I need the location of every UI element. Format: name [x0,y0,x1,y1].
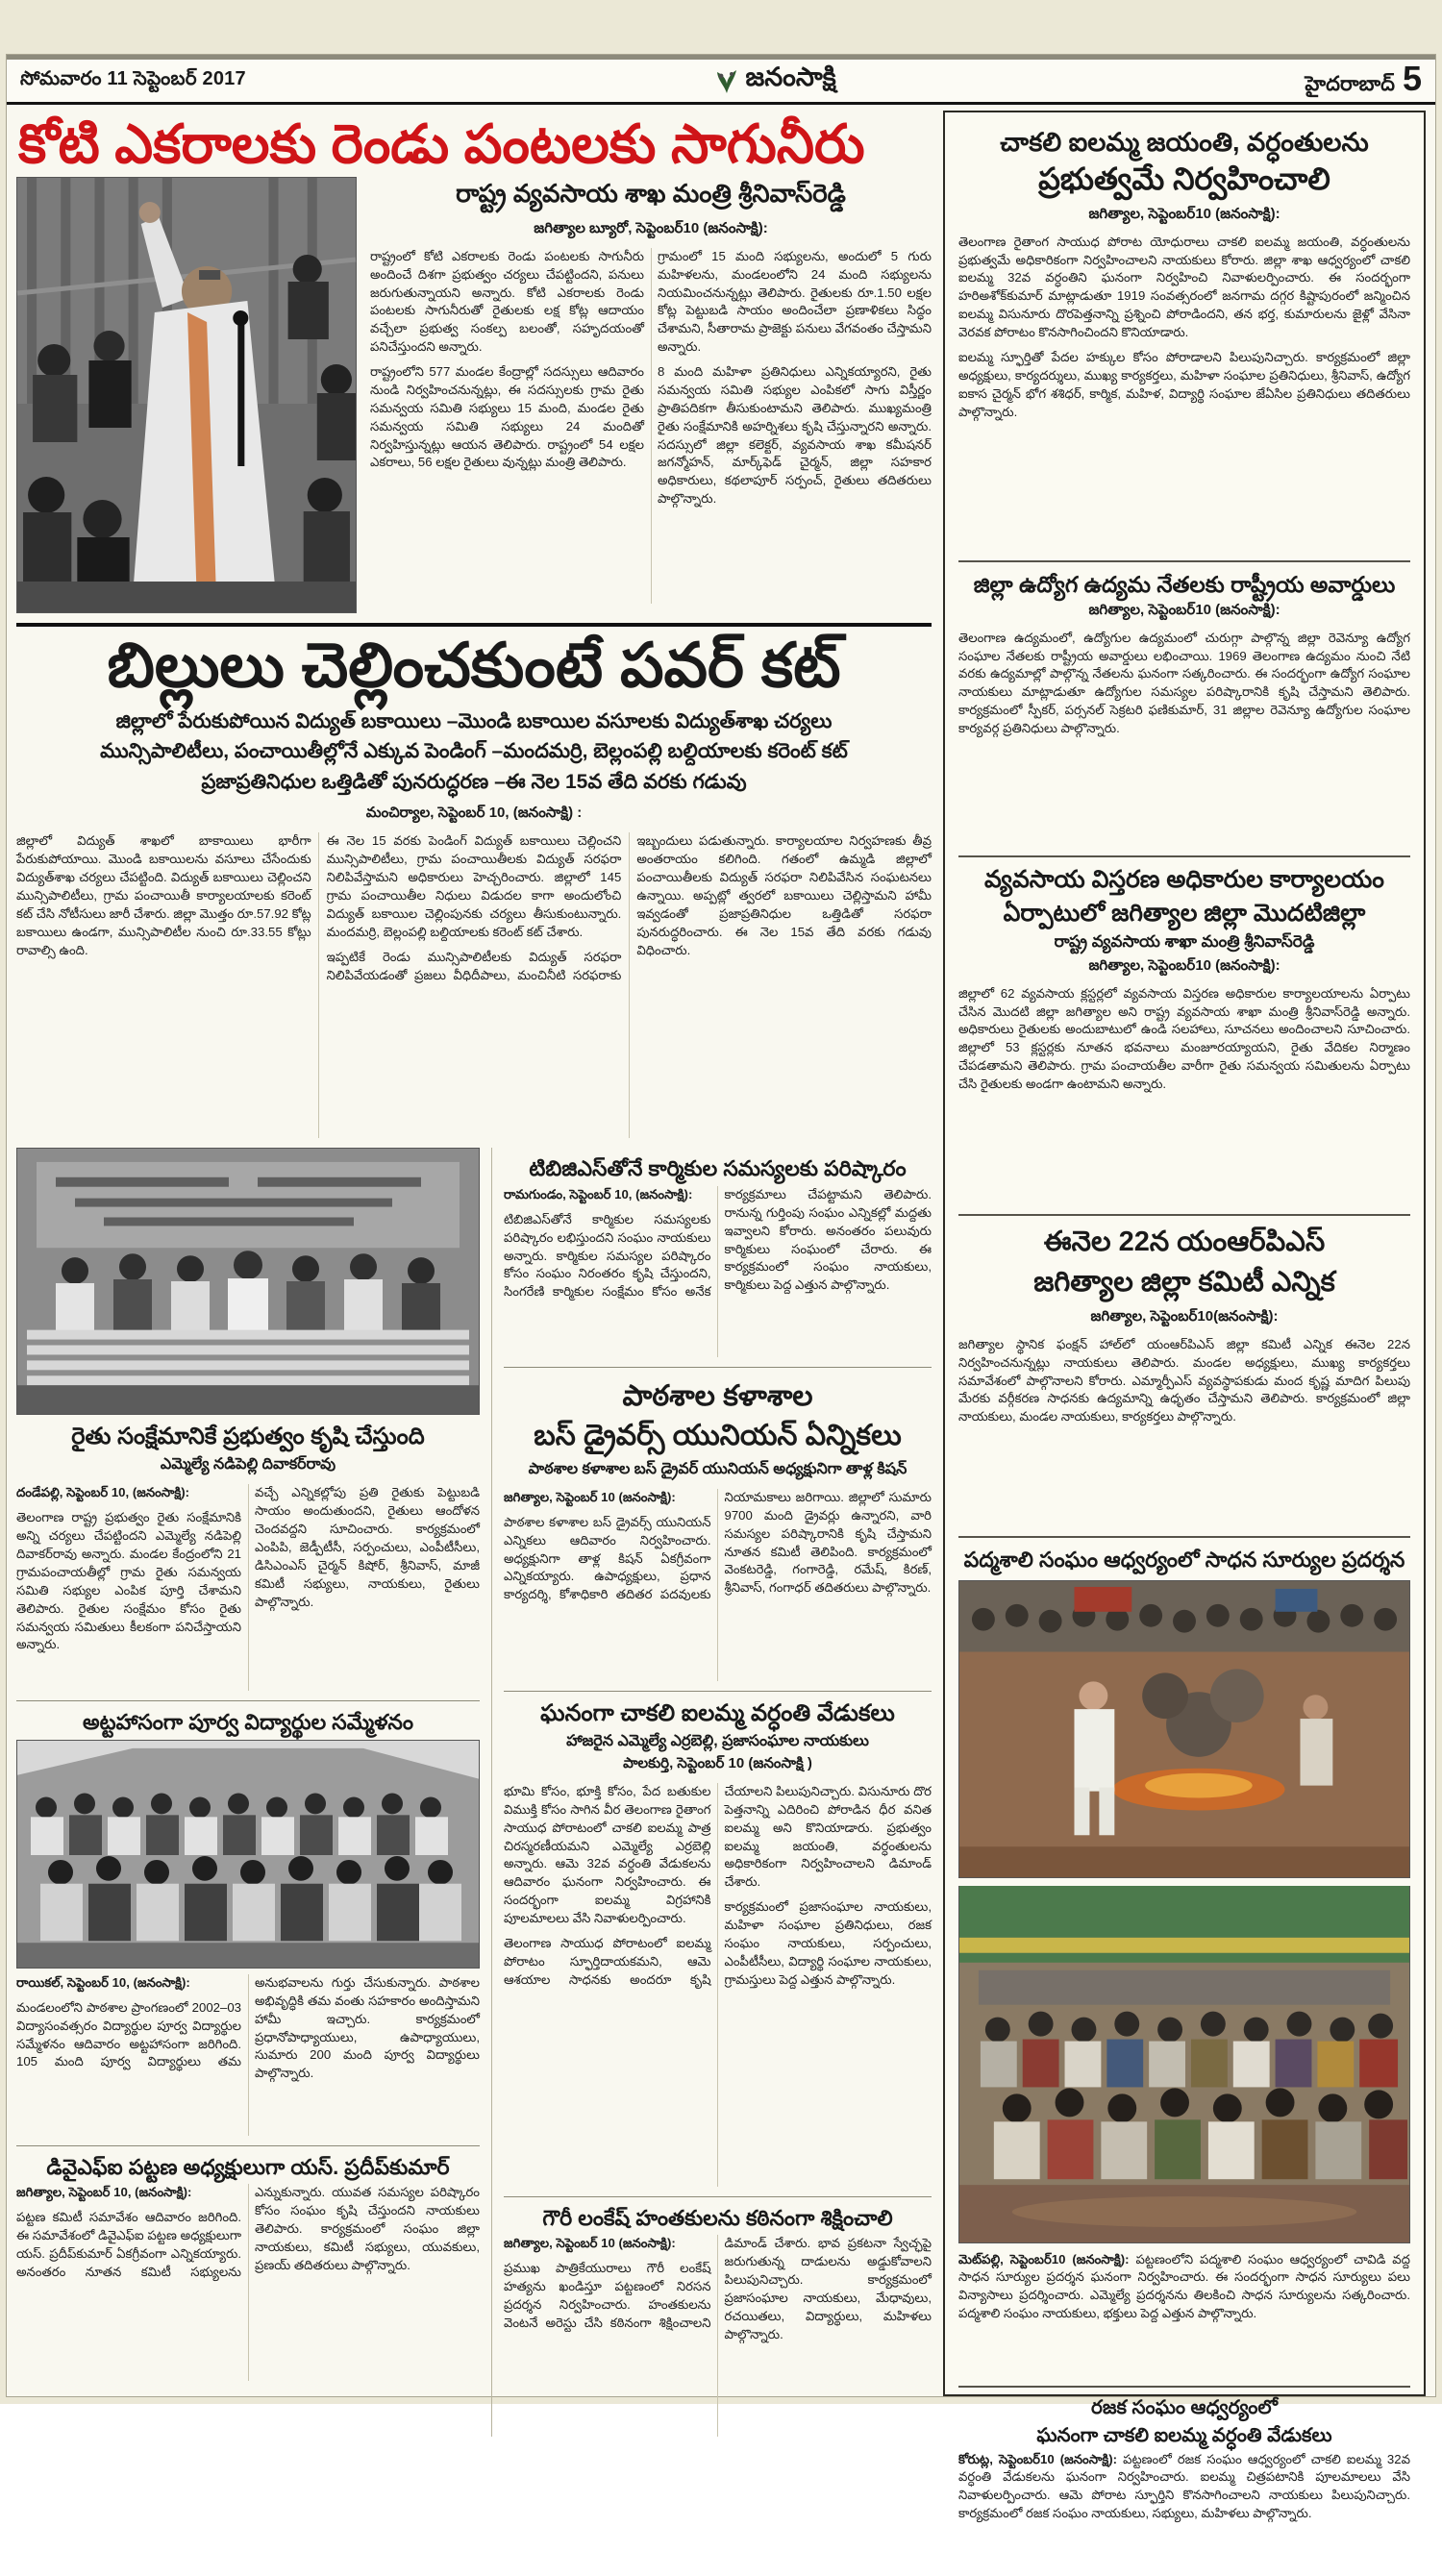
awards-body [958,630,1410,846]
dateline: దండేపల్లి, సెప్టెంబర్ 10, (జనంసాక్షి): [16,1485,190,1500]
gauri-body [504,2235,932,2437]
minister-speech-photo [16,177,357,613]
paragraph: మండలంలోని పాఠశాల ప్రాంగణంలో 2002–03 విద్యాసంవత్సరం విద్యార్థుల పూర్వ విద్యార్థుల సమ్మేళనం ఆదివారం అట్టహాసంగా జరిగింది. 105 మంది పూర్వ విద్యార్థులు తమ అనుభవాలను గుర్తు చేసుకున్నారు. పాఠశాల అభివృద్ధికి తమ వంతు సహకారం అందిస్తామని హామీ ఇచ్చారు. కార్యక్రమంలో ప్రధానోపాధ్యాయులు, ఉపాధ్యాయులు, సుమారు 200 మంది పూర్వ విద్యార్థులు పాల్గొన్నారు. [16,1974,480,2081]
irrigation-headline: కోటి ఎకరాలకు రెండు పంటలకు సాగునీరు [18,113,865,174]
ailamma-vardhanthi-body [504,1783,932,2187]
dateline: మెట్‌పల్లి, సెప్టెంబర్10 (జనంసాక్షి): [958,2251,1130,2266]
irrigation-dateline: జగిత్యాల బ్యూరో, సెప్టెంబర్10 (జనంసాక్షి): [534,219,768,236]
ailamma-govt-body [958,234,1410,551]
paragraph: పాఠశాల కళాశాల బస్ డ్రైవర్స్ యునియన్ ఎన్నికలు ఆదివారం నిర్వహించారు. అధ్యక్షునిగా తాళ్ల కిషన్ ఏకగ్రీవంగా ఎన్నికయ్యారు. ఉపాధ్యక్షులు, ప్రధాన కార్యదర్శి, కోశాధికారి తదితర పదవులకు నియామకాలు జరిగాయి. జిల్లాలో సుమారు 9700 మంది డ్రైవర్లు ఉన్నారని, వారి సమస్యల పరిష్కారానికి కృషి చేస్తామని నూతన కమిటీ తెలిపింది. కార్యక్రమంలో వెంకటరెడ్డి, గంగారెడ్డి, రమేష్, కిరణ్, శ్రీనివాస్, గంగాధర్ తదితరులు పాల్గొన్నారు. [504,1489,932,1602]
mrps-dateline: జగిత్యాల, సెప్టెంబర్10(జనంసాక్షి): [1090,1307,1279,1325]
bus-union-headline-2: బస్ డ్రైవర్స్ యునియన్ ఏన్నికలు [534,1419,902,1451]
paragraph: వచ్చే ఎన్నికల్లోపు ప్రతి రైతుకు పెట్టుబడి సాయం అందుతుందని, రైతులు ఆందోళన చెందవద్దని సూచించారు. కార్యక్రమంలో ఎంపిపి, జెడ్పీటీసీ, సర్పంచులు, ఎంపీటీసీలు, డిసిఎంఎస్ చైర్మన్ కిషోర్, శ్రీనివాస్, మాజీ కమిటీ సభ్యులు, నాయకులు, రైతులు పాల్గొన్నారు. [255,1485,480,1609]
mrps-body [958,1336,1410,1526]
left-subcolumn [16,1148,492,2437]
paragraph: రాష్ట్రంలో కోటి ఎకరాలకు రెండు పంటలకు సాగునీరు అందించే దిశగా ప్రభుత్వం చర్యలు చేపట్టిందని, పనులు జరుగుతున్నాయని అన్నారు. కోటి ఎకరాలకు రెండు పంటలకు సాగునీరుతో రైతులకు లక్ష కోట్ల ఆదాయం వచ్చేలా ప్రభుత్వ సంకల్ప బలంతో, సహృదయంతో పనిచేస్తుందని అన్నారు. [370,248,644,355]
paragraph: రాష్ట్రంలోని 577 మండల కేంద్రాల్లో సదస్సులు ఆదివారం నుండి నిర్వహించనున్నట్లు, ఈ సదస్సులకు గ్రామ రైతు సమన్వయ సమితి సభ్యులు 15 మంది, మండల రైతు సమన్వయ సమితి సభ్యులు 24 మందితో నిర్వహిస్తున్నట్లు ఆయన తెలిపారు. రాష్ట్రంలో 54 లక్షల ఎకరాలు, 56 లక్షల రైతులు వున్నట్లు మంత్రి తెలిపారు. [370,364,644,470]
rajaka-headline-2: ఘనంగా చాకలి ఐలమ్మ వర్ధంతి వేడుకలు [1036,2424,1332,2446]
dyfi-body [16,2184,480,2381]
powercut-body [16,832,932,1138]
alumni-group-photo [16,1740,480,1969]
powercut-dateline: మంచిర్యాల, సెప్టెంబర్ 10, (జనంసాక్షి) : [365,805,583,822]
masthead [714,62,835,99]
dateline: జగిత్యాల, సెప్టెంబర్ 10, (జనంసాక్షి): [16,2185,192,2200]
paragraph: పట్టణంలో రజక సంఘం ఆధ్వర్యంలో చాకలి ఐలమ్మ 32వ వర్ధంతి వేడుకలను ఘనంగా నిర్వహించారు. ఐలమ్మ చిత్రపటానికి పూలమాలలు వేసి నివాళులర్పించారు. ఆమె పోరాట స్ఫూర్తిని కొనసాగించాలని నాయకులు పిలుపునిచ్చారు. కార్యక్రమంలో రజక సంఘం నాయకులు, సభ్యులు, మహిళలు పాల్గొన్నారు. [958,2451,1410,2521]
article-powercut [16,623,932,1139]
agri-office-headline-2: ఏర్పాటులో జగిత్యాల జిల్లా మొదటిజిల్లా [1003,899,1366,927]
ailamma-govt-dateline: జగిత్యాల, సెప్టెంబర్10 (జనంసాక్షి): [1088,205,1280,222]
powercut-subhead-2: మున్సిపాలిటీలు, పంచాయితీల్లోనే ఎక్కువ పెండింగ్ –మందమర్రి, బెల్లంపల్లి బల్దియాలకు కరెంట్ కట్ [100,740,848,763]
farmer-welfare-byline: ఎమ్మెల్యే నడిపెల్లి దివాకర్‌రావు [160,1456,336,1474]
padmashali-headline: పద్మశాలి సంఘం ఆధ్వర్యంలో సాధన సూర్యుల ప్రదర్శన [963,1547,1405,1572]
irrigation-subhead: రాష్ట్ర వ్యవసాయ శాఖ మంత్రి శ్రీనివాస్‌రెడ్డి [456,178,846,208]
dyfi-headline: డివైఎఫ్ఐ పట్టణ అధ్యక్షులుగా యస్. ప్రదీప్‌కుమార్ [46,2154,450,2179]
rail-article-mrps [958,1214,1410,1536]
dateline: జగిత్యాల, సెప్టెంబర్ 10 (జనంసాక్షి): [504,2236,676,2251]
paragraph: గ్రామంలో 15 మంది సభ్యులను, అందులో 5 గురు మహిళలను, మండలంలోని 24 మంది సభ్యులను నియమించనున్నట్లు తెలిపారు. రైతులకు రూ.1.50 లక్షల కోట్ల పెట్టుబడి సాయం అందించేలా ప్రణాళికలు సిద్ధం చేశామని, సీతారామ ప్రాజెక్టు పనులు వేగవంతం చేస్తామని అన్నారు. [658,248,932,355]
rail-article-rajaka [958,2386,1410,2576]
ailamma-vardhanthi-subline: హాజరైన ఎమ్మెల్యే ఎర్రబెల్లి, ప్రజాసంఘాల నాయకులు [566,1732,869,1749]
farmer-welfare-headline: రైతు సంక్షేమానికే ప్రభుత్వం కృషి చేస్తుంది [71,1424,425,1450]
page-date: సోమవారం 11 సెప్టెంబర్ 2017 [20,67,246,89]
page-header [7,55,1435,105]
paragraph: జిల్లాలో 62 వ్యవసాయ క్లస్టర్లలో వ్యవసాయ విస్తరణ అధికారుల కార్యాలయాలను ఏర్పాటు చేసిన మొదటి జిల్లా జగిత్యాల అని రాష్ట్ర వ్యవసాయ శాఖా మంత్రి శ్రీనివాస్‌రెడ్డి అన్నారు. అధికారులు రైతులకు అందుబాటులో ఉండి సలహాలు, సూచనలు అందించాలని సూచించారు. జిల్లాలో 53 క్లస్టర్లకు నూతన భవనాలు మంజూరయ్యాయని, రైతు వేదికల నిర్మాణం చేపడతామని తెలిపారు. గ్రామ పంచాయతీల వారీగా రైతు సమన్వయ సమితులను ఏర్పాటు చేసి రైతులకు అండగా ఉంటామని అన్నారు. [958,985,1410,1092]
middle-subcolumn [492,1148,932,2437]
bus-union-headline-1: పాఠశాల కళాశాల [622,1379,813,1412]
rajaka-headline-1: రజక సంఘం ఆధ్వర్యంలో [1091,2396,1278,2418]
masthead-title: జనంసాక్షి [745,62,836,91]
awards-headline: జిల్లా ఉద్యోగ ఉద్యమ నేతలకు రాష్ట్రీయ అవార్డులు [973,571,1396,597]
caption-text: పట్టణంలోని పద్మశాలి సంఘం ఆధ్వర్యంలో చావిడి వద్ద సాధన సూర్యుల ప్రదర్శన ఘనంగా నిర్వహించారు. ఈ సందర్భంగా సాధన సూర్యులు పలు విన్యాసాలు ప్రదర్శించారు. ఎమ్మెల్యే ప్రదర్శనను తిలకించి సాధన సూర్యులను సత్కరించారు. పద్మశాలి సంఘం నాయకులు, భక్తులు పెద్ద ఎత్తున పాల్గొన్నారు. [958,2251,1410,2321]
paragraph: కార్యక్రమంలో ప్రజాసంఘాల నాయకులు, మహిళా సంఘాల ప్రతినిధులు, రజక సంఘం నాయకులు, సర్పంచులు, ఎంపీటీసీలు, విద్యార్థి సంఘాల నాయకులు, గ్రామస్తులు పెద్ద ఎత్తున పాల్గొన్నారు. [724,1899,932,1987]
alumni-body [16,1974,480,2136]
farmer-welfare-body [16,1484,480,1691]
dateline: జగిత్యాల, సెప్టెంబర్ 10 (జనంసాక్షి): [504,1489,676,1504]
powercut-headline: బిల్లులు చెల్లించకుంటే పవర్ కట్ [107,630,841,700]
paragraph: ఈ నెల 15 వరకు పెండింగ్ విద్యుత్ బకాయిలు చెల్లించని మున్సిపాలిటీలు, గ్రామ పంచాయితీలకు విద్యుత్ సరఫరా నిలిపివేస్తామని అధికారులు హెచ్చరించారు. జిల్లాలో 145 గ్రామ పంచాయితీల నిధులు విడుదల కాగా అందులోంచి విద్యుత్ బకాయిల చెల్లింపునకు చర్యలు తీసుకుంటున్నారు. మందమర్రి, బెల్లంపల్లి బల్దియాలకు కరెంట్ కట్ చేశారు. [326,833,622,939]
rail-article-awards [958,560,1410,855]
ailamma-vardhanthi-headline: ఘనంగా చాకలి ఐలమ్మ వర్ధంతి వేడుకలు [540,1699,895,1726]
masthead-leaf-icon [714,67,739,94]
bus-union-body [504,1489,932,1681]
paragraph: తెలంగాణ రాష్ట్ర ప్రభుత్వం రైతు సంక్షేమానికి అన్ని చర్యలు చేపట్టిందని ఎమ్మెల్యే నడిపెల్లి దివాకర్‌రావు అన్నారు. మండల కేంద్రంలోని 21 గ్రామపంచాయతీల్లో గ్రామ రైతు సమన్వయ సమితి సభ్యుల ఎంపిక పూర్తి చేశామని తెలిపారు. రైతుల సంక్షేమం కోసం రైతు సమన్వయ సమితులు కీలకంగా పనిచేస్తాయని అన్నారు. [16,1510,241,1652]
mrps-headline-2: జగిత్యాల జిల్లా కమిటీ ఎన్నిక [1033,1266,1335,1298]
tbgks-body [504,1186,932,1357]
paragraph: ఐలమ్మ స్ఫూర్తితో పేదల హక్కుల కోసం పోరాడాలని పిలుపునిచ్చారు. కార్యక్రమంలో జిల్లా అధ్యక్షులు, కార్యదర్శులు, ముఖ్య కార్యకర్తలు, మహిళా సంఘాల ప్రతినిధులు, శ్రీనివాస్, ఉద్యోగ ఐకాస చైర్మన్ భోగ శశిధర్, కార్మిక, మహిళ, విద్యార్థి సంఘాల జేఏసిల ప్రతినిధులు తదితరులు పాల్గొన్నారు. [958,349,1410,419]
page-content [6,54,1436,2521]
paragraph: ఇప్పటికే రెండు మున్సిపాలిటీలకు విద్యుత్ సరఫరా నిలిపివేయడంతో ప్రజలు వీధిదీపాలు, మంచినీటి సరఫరాకు ఇబ్బందులు పడుతున్నారు. కార్యాలయాల నిర్వహణకు తీవ్ర అంతరాయం కలిగింది. గతంలో ఉమ్మడి జిల్లాలో పంచాయితీలకు విద్యుత్ సరఫరా నిలిపివేసిన సంఘటనలు ఉన్నాయి. అప్పట్లో త్వరలో బకాయిలు చెల్లిస్తామని హామీ ఇవ్వడంతో ప్రజాప్రతినిధుల ఒత్తిడితో సరఫరా పునరుద్ధరించారు. ఈ నెల 15వ తేది వరకు గడువు విధించారు. [326,833,932,982]
page-number: 5 [1402,58,1422,98]
padmashali-caption [958,2251,1410,2376]
powercut-subhead-1: జిల్లాలో పేరుకుపోయిన విద్యుత్ బకాయిలు –మొండి బకాయిల వసూలకు విద్యుత్‌శాఖ చర్యలు [115,709,833,732]
paragraph: భూమి కోసం, భూక్తి కోసం, పేద బతుకుల విముక్తి కోసం సాగిన వీర తెలంగాణ రైతాంగ సాయుధ పోరాటంలో చాకలి ఐలమ్మ పాత్ర చిరస్మరణీయమని ఎమ్మెల్యే ఎర్రబెల్లి అన్నారు. ఆమె 32వ వర్ధంతి వేడుకలను ఆదివారం ఘనంగా నిర్వహించారు. ఈ సందర్భంగా ఐలమ్మ విగ్రహానికి పూలమాలలు వేసి నివాళులర్పించారు. [504,1783,711,1926]
dateline: కోరుట్ల, సెప్టెంబర్10 (జనంసాక్షి): [958,2451,1117,2466]
ailamma-govt-headline-2: ప్రభుత్వమే నిర్వహించాలి [1038,161,1330,197]
dateline: రాయికల్, సెప్టెంబర్ 10, (జనంసాక్షి): [16,1974,190,1990]
paragraph: పట్టణ కమిటీ సమావేశం ఆదివారం జరిగింది. ఈ సమావేశంలో డివైఎఫ్ఐ పట్టణ అధ్యక్షులుగా యస్. ప్రదీప్‌కుమార్ ఏకగ్రీవంగా ఎన్నికయ్యారు. అనంతరం నూతన కమిటీ సభ్యులను ఎన్నుకున్నారు. యువత సమస్యల పరిష్కారం కోసం సంఘం కృషి చేస్తుందని నాయకులు తెలిపారు. కార్యక్రమంలో సంఘం జిల్లా నాయకులు, కమిటీ సభ్యులు, యువకులు, ప్రణయ్ తదితరులు పాల్గొన్నారు. [16,2185,480,2279]
rail-article-ailamma-govt [958,120,1410,560]
edition-name: హైదరాబాద్ [1305,72,1395,95]
mrps-headline-1: ఈనెల 22న యంఆర్‌పిఎస్ [1043,1226,1326,1257]
gauri-headline: గౌరీ లంకేష్ హంతకులను కఠినంగా శిక్షించాలి [542,2205,893,2230]
main-section [16,111,932,2396]
firewalk-photo [958,1580,1410,1878]
paragraph: తెలంగాణ ఉద్యమంలో, ఉద్యోగుల ఉద్యమంలో చురుగ్గా పాల్గొన్న జిల్లా రెవెన్యూ ఉద్యోగ సంఘాల నేతలకు రాష్ట్రీయ అవార్డులు లభించాయి. 1969 తెలంగాణ ఉద్యమం నుంచి నేటి వరకు ఉద్యమాల్లో పాల్గొన్న నేతలను ఘనంగా సత్కరించారు. ఈ సందర్భంగా ఉద్యోగ సంఘాల నాయకులు మాట్లాడుతూ ఉద్యోగుల సమస్యల పరిష్కారానికి కృషి చేస్తామని తెలిపారు. కార్యక్రమంలో స్పీకర్, పర్సనల్ సెక్రటరి ఫణికుమార్, 31 జిల్లాల రెవెన్యూ ఉద్యోగుల సంఘాల కార్యవర్గ ప్రతినిధులు పాల్గొన్నారు. [958,630,1410,736]
paragraph: ప్రముఖ పాత్రికేయురాలు గౌరీ లంకేష్ హత్యను ఖండిస్తూ పట్టణంలో నిరసన ప్రదర్శన నిర్వహించారు. హంతకులను వెంటనే అరెస్టు చేసి కఠినంగా శిక్షించాలని డిమాండ్ చేశారు. భావ ప్రకటనా స్వేచ్ఛపై జరుగుతున్న దాడులను అడ్డుకోవాలని పిలుపునిచ్చారు. కార్యక్రమంలో ప్రజాసంఘాల నాయకులు, మేధావులు, రచయితలు, విద్యార్థులు, మహిళలు పాల్గొన్నారు. [504,2236,932,2341]
crowd-photo [958,1886,1410,2243]
alumni-headline: అట్టహాసంగా పూర్వ విద్యార్థుల సమ్మేళనం [83,1710,413,1735]
paragraph: 8 మంది మహిళా ప్రతినిధులు ఎన్నికయ్యారని, రైతు సమన్వయ సమితి సభ్యుల ఎంపికలో సాగు విస్తీర్ణం ప్రాతిపదికగా తీసుకుంటామని తెలిపారు. ముఖ్యమంత్రి రైతు సంక్షేమానికి అహర్నిశలు కృషి చేస్తున్నారని అన్నారు. సదస్సులో జిల్లా కలెక్టర్, వ్యవసాయ శాఖ కమీషనర్ జగన్మోహన్, మార్క్‌ఫెడ్ చైర్మన్, జిల్లా సహకార అధికారులు, కథలాపూర్ సర్పంచ్, రైతులు తదితరులు పాల్గొన్నారు. [658,364,932,507]
tbgks-headline: టిబిజిఎస్‌తోనే కార్మికుల సమస్యలకు పరిష్కారం [529,1156,907,1181]
irrigation-body [370,248,932,604]
agri-office-subhead: రాష్ట్ర వ్యవసాయ శాఖా మంత్రి శ్రీనివాస్‌రెడ్డి [1054,931,1315,951]
article-irrigation [16,111,932,613]
awards-dateline: జగిత్యాల, సెప్టెంబర్10 (జనంసాక్షి): [1088,601,1280,618]
dateline: రామగుండం, సెప్టెంబర్ 10, (జనంసాక్షి): [504,1186,693,1201]
ailamma-vardhanthi-dateline: పాలకుర్తి, సెప్టెంబర్ 10 (జనంసాక్షి ) [623,1754,812,1771]
rajaka-body [958,2451,1410,2566]
ailamma-govt-headline-1: చాకలి ఐలమ్మ జయంతి, వర్ధంతులను [1000,128,1369,157]
paragraph: తెలంగాణ రైతాంగ సాయుధ పోరాట యోధురాలు చాకలి ఐలమ్మ జయంతి, వర్ధంతులను ప్రభుత్వమే అధికారికంగా నిర్వహించాలని నాయకులు కోరారు. జిల్లా శాఖ ఆధ్వర్యంలో చాకలి ఐలమ్మ 32వ వర్ధంతిని ఘనంగా నిర్వహించి నివాళులర్పించారు. ఈ సందర్భంగా హరిఅశోక్‌కుమార్ మాట్లాడుతూ 1919 సంవత్సరంలో జనగామ దగ్గర కిష్టాపురంలో జన్మించిన ఐలమ్మ విసునూరు దొరపెత్తనాన్ని ప్రశ్నించి పోరాడిందని, తన భర్త, కుమారులను జైళ్లో వేసినా వెరవక పోరాటం కొనసాగించిందని కొనియాడారు. [958,234,1410,340]
paragraph: తెలంగాణ సాయుధ పోరాటంలో ఐలమ్మ పోరాటం స్ఫూర్తిదాయకమని, ఆమె ఆశయాల సాధనకు అందరూ కృషి చేయాలని పిలుపునిచ్చారు. విసునూరు దొర పెత్తనాన్ని ఎదిరించి పోరాడిన ధీర వనిత ఐలమ్మ అని కొనియాడారు. ప్రభుత్వం ఐలమ్మ జయంతి, వర్ధంతులను అధికారికంగా నిర్వహించాలని డిమాండ్ చేశారు. [504,1783,932,1987]
agri-office-headline-1: వ్యవసాయ విస్తరణ అధికారుల కార్యాలయం [984,865,1384,893]
paragraph: జిల్లాలో విద్యుత్ శాఖలో బాకాయిలు భారీగా పేరుకుపోయాయి. మొండి బకాయిలను వసూలు చేసేందుకు విద్యుత్‌శాఖ చర్యలు చేపట్టింది. విద్యుత్ బకాయిలు చెల్లించని మున్సిపాలిటీలు, గ్రామ పంచాయితీ కార్యాలయాలకు కరెంట్ కట్ చేసి నోటీసులు జారీ చేశారు. జిల్లా మొత్తం రూ.57.92 కోట్ల బకాయిలు ఉండగా, మున్సిపాలిటీల నుంచి రూ.33.55 కోట్లు రావాల్సి ఉంది. [16,833,311,957]
agri-office-body [958,985,1410,1204]
paragraph: జగిత్యాల స్థానిక ఫంక్షన్ హాల్‌లో యంఆర్‌పిఎస్ జిల్లా కమిటీ ఎన్నిక ఈనెల 22న నిర్వహించనున్నట్లు నాయకులు తెలిపారు. మండల అధ్యక్షులు, ముఖ్య కార్యకర్తలు సమావేశంలో పాల్గొనాలని కోరారు. ఎమ్మార్పీఎస్ వ్యవస్థాపకుడు మంద కృష్ణ మాదిగ పిలుపు మేరకు వర్గీకరణ సాధనకు ఉద్యమాన్ని ఉధృతం చేస్తామని తెలిపారు. కార్యక్రమంలో జిల్లా నాయకులు, మండల నాయకులు, కార్యకర్తలు పాల్గొన్నారు. [958,1336,1410,1424]
right-rail [943,111,1426,2521]
bus-union-subline: పాఠశాల కళాశాల బస్ డ్రైవర్ యునియన్ అధ్యక్షునిగా తాళ్ల కిషన్ [528,1460,907,1477]
agri-office-dateline: జగిత్యాల, సెప్టెంబర్10 (జనంసాక్షి): [1088,956,1280,974]
edition-block [1305,58,1422,101]
paragraph: టిబిజిఎస్‌తోనే కార్మికుల సమస్యలకు పరిష్కారం లభిస్తుందని సంఘం నాయకులు అన్నారు. కార్మికుల సమస్యల పరిష్కారం కోసం సంఘం నిరంతరం కృషి చేస్తుందని, సింగరేణి కార్మికుల సంక్షేమం కోసం అనేక కార్యక్రమాలు చేపట్టామని తెలిపారు. రానున్న గుర్తింపు సంఘం ఎన్నికల్లో మద్దతు ఇవ్వాలని కోరారు. అనంతరం పలువురు కార్మికులు సంఘంలో చేరారు. ఈ కార్యక్రమంలో సంఘం నాయకులు, కార్మికులు పెద్ద ఎత్తున పాల్గొన్నారు. [504,1186,932,1300]
rail-article-agri-office [958,855,1410,1214]
rail-article-padmashali [958,1536,1410,2386]
meeting-banner-photo [16,1148,480,1415]
powercut-subhead-3: ప్రజాప్రతినిధుల ఒత్తిడితో పునరుద్ధరణ –ఈ నెల 15వ తేది వరకు గడువు [201,770,747,793]
